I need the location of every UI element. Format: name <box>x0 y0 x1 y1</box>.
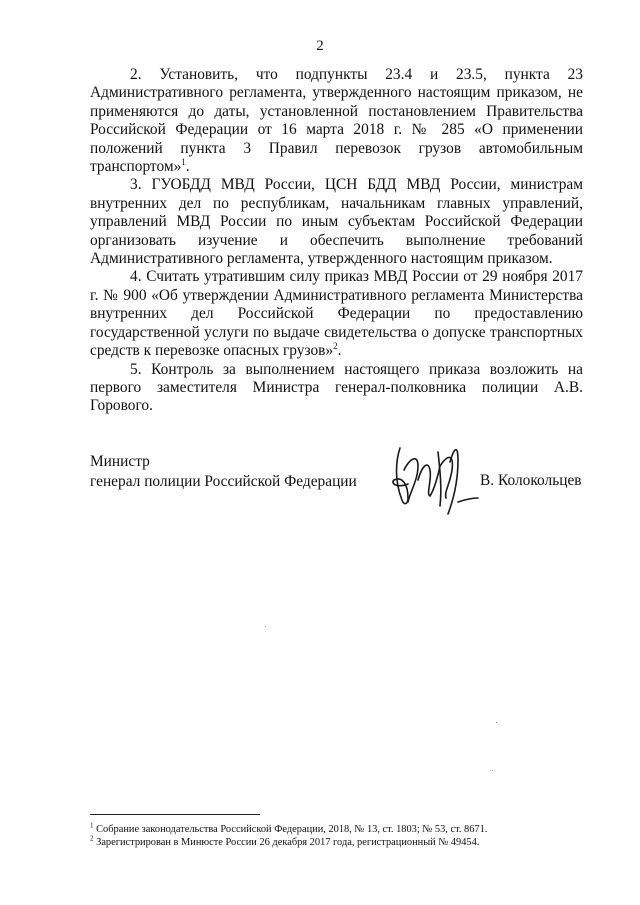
footnote-item <box>90 836 590 849</box>
footnote-text: Зарегистрирован в Минюсте России 26 декабря 2017 года, регистрационный № 49454. <box>96 837 480 848</box>
scan-speck <box>265 626 266 627</box>
footnote-ref: 1 <box>181 156 186 167</box>
page-number: 2 <box>316 38 324 54</box>
footnote-separator <box>90 814 260 815</box>
signatory-name: В. Колокольцев <box>480 472 582 489</box>
footnote-number: 1 <box>90 821 94 830</box>
signatory-title-line2: генерал полиции Российской Федерации <box>90 473 357 490</box>
paragraph-3 <box>90 176 583 268</box>
paragraph-text: 3. ГУОБДД МВД России, ЦСН БДД МВД России, министрам внутренних дел по республикам, начальникам главных управлений, управлений МВД России по иным субъектам Российской Федерации организовать изучение и обеспечить выполнение требований Административного регламента, утвержденного настоящим приказом. <box>90 176 583 268</box>
footnote-text: Собрание законодательства Российской Федерации, 2018, № 13, ст. 1803; № 53, ст. 8671. <box>96 824 488 835</box>
order-body <box>90 66 583 416</box>
footnote-item <box>90 823 590 836</box>
footnotes <box>90 823 590 849</box>
paragraph-end: . <box>185 158 190 176</box>
footnote-ref: 2 <box>333 340 338 351</box>
signatory-title <box>90 452 390 492</box>
scan-speck <box>492 770 493 771</box>
paragraph-text: 5. Контроль за выполнением настоящего приказа возложить на первого заместителя Министра генерал-полковника полиции А.В. Горового. <box>90 360 583 415</box>
paragraph-2 <box>90 66 583 176</box>
paragraph-text: 2. Установить, что подпункты 23.4 и 23.5, пункта 23 Административного регламента, утвержденного настоящим приказом, не применяются до даты, установленной постановлением Правительства Российской Федерации от 16 марта 2018 г. № 285 «О применении положений пункта 3 Правил перевозок грузов автомобильным транспортом» <box>90 66 583 176</box>
handwritten-signature <box>388 440 480 516</box>
paragraph-text: 4. Считать утратившим силу приказ МВД России от 29 ноября 2017 г. № 900 «Об утверждении Административного регламента Министерства внутренних дел Российской Федерации по предоставлению государственной услуги по выдаче свидетельства о допуске транспортных средств к перевозке опасных грузов» <box>90 268 583 360</box>
scan-speck <box>496 722 497 723</box>
paragraph-end: . <box>337 342 342 360</box>
paragraph-4 <box>90 268 583 360</box>
signatory-title-line1: Министр <box>90 453 150 470</box>
footnote-number: 2 <box>90 834 94 843</box>
paragraph-5 <box>90 361 583 416</box>
